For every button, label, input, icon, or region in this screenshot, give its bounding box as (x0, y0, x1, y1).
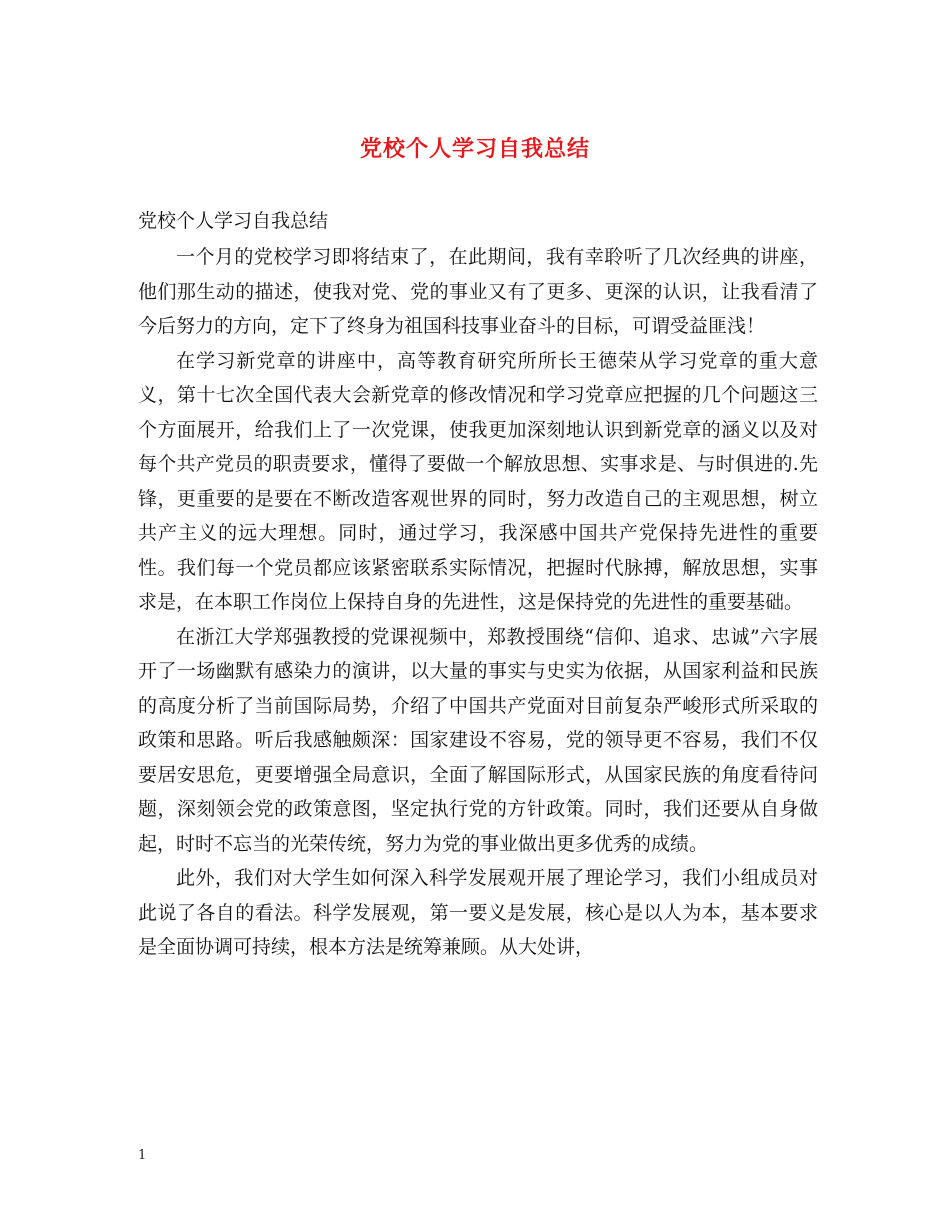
paragraph: 在学习新党章的讲座中，高等教育研究所所长王德荣从学习党章的重大意义，第十七次全国代表大会新党章的修改情况和学习党章应把握的几个问题这三个方面展开，给我们上了一次党课，使我更加深刻地认识到新党章的涵义以及对每个共产党员的职责要求，懂得了要做一个解放思想、实事求是、与时俱进的.先锋，更重要的是要在不断改造客观世界的同时，努力改造自己的主观思想，树立共产主义的远大理想。同时，通过学习，我深感中国共产党保持先进性的重要性。我们每一个党员都应该紧密联系实际情况，把握时代脉搏，解放思想，实事求是，在本职工作岗位上保持自身的先进性，这是保持党的先进性的重要基础。 (138, 349, 818, 613)
paragraph: 在浙江大学郑强教授的党课视频中，郑教授围绕“信仰、追求、忠诚”六字展开了一场幽默有感染力的演讲，以大量的事实与史实为依据，从国家利益和民族的高度分析了当前国际局势，介绍了中国共产党面对目前复杂严峻形式所采取的政策和思路。听后我感触颇深：国家建设不容易，党的领导更不容易，我们不仅要居安思危，更要增强全局意识，全面了解国际形式，从国家民族的角度看待问题，深刻领会党的政策意图，坚定执行党的方针政策。同时，我们还要从自身做起，时时不忘当的光荣传统，努力为党的事业做出更多优秀的成绩。 (138, 625, 818, 855)
page-number: 1 (138, 1148, 147, 1163)
document-body (138, 240, 818, 965)
paragraph: 一个月的党校学习即将结束了，在此期间，我有幸聆听了几次经典的讲座，他们那生动的描述，使我对党、党的事业又有了更多、更深的认识，让我看清了今后努力的方向，定下了终身为祖国科技事业奋斗的目标，可谓受益匪浅！ (138, 246, 818, 337)
paragraph: 此外，我们对大学生如何深入科学发展观开展了理论学习，我们小组成员对此说了各自的看法。科学发展观，第一要义是发展，核心是以人为本，基本要求是全面协调可持续，根本方法是统筹兼顾。从大处讲， (138, 867, 818, 958)
document-title: 党校个人学习自我总结 (359, 136, 590, 162)
document-subtitle: 党校个人学习自我总结 (138, 210, 329, 232)
